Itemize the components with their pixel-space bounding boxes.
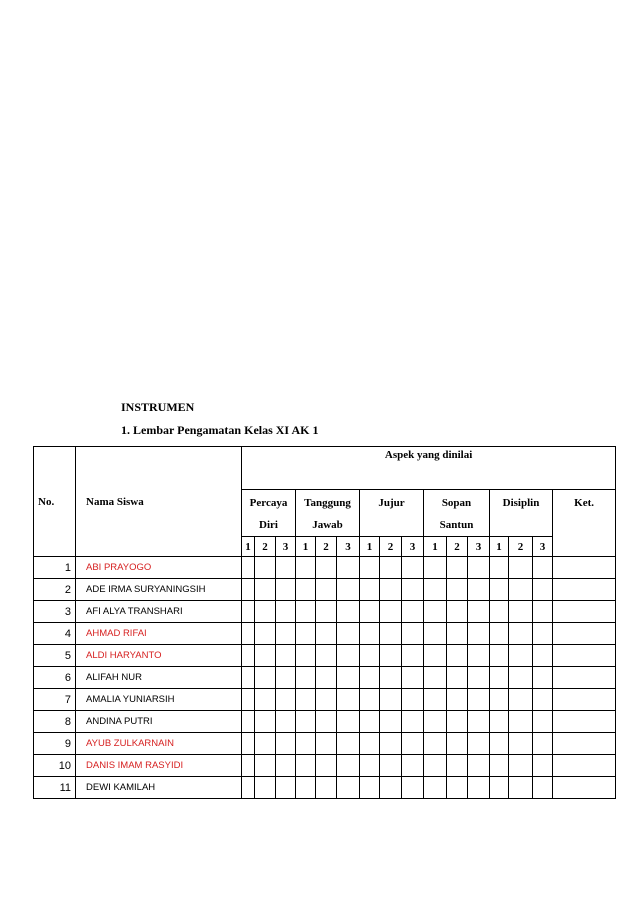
score-cell[interactable]	[242, 623, 255, 645]
score-cell[interactable]	[296, 733, 316, 755]
score-cell[interactable]	[490, 623, 509, 645]
score-cell[interactable]	[337, 557, 360, 579]
score-cell[interactable]	[255, 645, 276, 667]
student-row	[34, 733, 616, 755]
score-cell[interactable]	[337, 579, 360, 601]
score-cell[interactable]	[242, 711, 255, 733]
student-row	[34, 777, 616, 799]
score-cell[interactable]	[296, 689, 316, 711]
score-cell[interactable]	[316, 579, 337, 601]
score-cell[interactable]	[337, 667, 360, 689]
score-header: 1	[296, 537, 316, 557]
ket-cell[interactable]	[553, 689, 616, 711]
ket-cell[interactable]	[553, 557, 616, 579]
header-group-line1: Disiplin	[502, 497, 540, 509]
score-cell[interactable]	[316, 755, 337, 777]
student-row	[34, 711, 616, 733]
score-cell[interactable]	[490, 689, 509, 711]
score-cell[interactable]	[447, 689, 468, 711]
score-cell[interactable]	[255, 777, 276, 799]
student-row	[34, 755, 616, 777]
student-number: 2	[34, 579, 76, 601]
score-cell[interactable]	[509, 711, 533, 733]
score-cell[interactable]	[468, 557, 490, 579]
student-number: 11	[34, 777, 76, 799]
score-cell[interactable]	[255, 667, 276, 689]
score-cell[interactable]	[337, 689, 360, 711]
score-cell[interactable]	[402, 667, 424, 689]
score-cell[interactable]	[533, 579, 553, 601]
score-cell[interactable]	[533, 711, 553, 733]
score-cell[interactable]	[402, 689, 424, 711]
score-cell[interactable]	[276, 601, 296, 623]
ket-cell[interactable]	[553, 579, 616, 601]
score-cell[interactable]	[468, 733, 490, 755]
score-cell[interactable]	[360, 777, 380, 799]
score-cell[interactable]	[316, 645, 337, 667]
score-cell[interactable]	[447, 645, 468, 667]
score-header: 3	[402, 537, 424, 557]
student-row	[34, 645, 616, 667]
score-cell[interactable]	[424, 579, 447, 601]
score-cell[interactable]	[380, 623, 402, 645]
score-cell[interactable]	[424, 557, 447, 579]
score-cell[interactable]	[255, 579, 276, 601]
student-name: ANDINA PUTRI	[76, 711, 242, 733]
score-cell[interactable]	[255, 689, 276, 711]
score-cell[interactable]	[490, 557, 509, 579]
score-cell[interactable]	[380, 557, 402, 579]
score-cell[interactable]	[360, 645, 380, 667]
score-cell[interactable]	[242, 733, 255, 755]
score-cell[interactable]	[509, 733, 533, 755]
student-name: AFI ALYA TRANSHARI	[76, 601, 242, 623]
student-number: 8	[34, 711, 76, 733]
score-cell[interactable]	[509, 601, 533, 623]
student-name: DANIS IMAM RASYIDI	[76, 755, 242, 777]
score-cell[interactable]	[424, 689, 447, 711]
ket-cell[interactable]	[553, 601, 616, 623]
header-no: No.	[34, 447, 76, 557]
student-number: 10	[34, 755, 76, 777]
score-cell[interactable]	[468, 689, 490, 711]
score-cell[interactable]	[380, 601, 402, 623]
score-header: 1	[360, 537, 380, 557]
score-cell[interactable]	[490, 711, 509, 733]
score-cell[interactable]	[447, 557, 468, 579]
score-cell[interactable]	[296, 777, 316, 799]
score-cell[interactable]	[337, 623, 360, 645]
score-cell[interactable]	[490, 645, 509, 667]
score-cell[interactable]	[447, 601, 468, 623]
score-cell[interactable]	[447, 755, 468, 777]
header-group-line2: Santun	[439, 519, 474, 531]
score-header: 2	[509, 537, 533, 557]
score-cell[interactable]	[468, 711, 490, 733]
score-cell[interactable]	[509, 689, 533, 711]
score-cell[interactable]	[255, 733, 276, 755]
score-cell[interactable]	[360, 755, 380, 777]
score-cell[interactable]	[360, 667, 380, 689]
score-cell[interactable]	[402, 601, 424, 623]
score-cell[interactable]	[316, 711, 337, 733]
score-header: 2	[380, 537, 402, 557]
score-cell[interactable]	[380, 579, 402, 601]
score-cell[interactable]	[242, 645, 255, 667]
score-cell[interactable]	[490, 777, 509, 799]
score-cell[interactable]	[360, 557, 380, 579]
score-cell[interactable]	[402, 579, 424, 601]
student-number: 1	[34, 557, 76, 579]
document-subheading: 1. Lembar Pengamatan Kelas XI AK 1	[121, 423, 319, 437]
score-cell[interactable]	[255, 711, 276, 733]
score-cell[interactable]	[424, 755, 447, 777]
student-number: 4	[34, 623, 76, 645]
ket-cell[interactable]	[553, 777, 616, 799]
score-cell[interactable]	[380, 711, 402, 733]
header-group-line1: Jujur	[378, 497, 405, 509]
ket-cell[interactable]	[553, 623, 616, 645]
student-name: ALDI HARYANTO	[76, 645, 242, 667]
student-number: 9	[34, 733, 76, 755]
score-cell[interactable]	[533, 689, 553, 711]
score-cell[interactable]	[402, 557, 424, 579]
student-number: 6	[34, 667, 76, 689]
score-cell[interactable]	[296, 623, 316, 645]
score-cell[interactable]	[337, 777, 360, 799]
score-cell[interactable]	[337, 645, 360, 667]
score-cell[interactable]	[360, 601, 380, 623]
score-cell[interactable]	[402, 777, 424, 799]
score-cell[interactable]	[533, 557, 553, 579]
score-cell[interactable]	[402, 755, 424, 777]
student-name: AYUB ZULKARNAIN	[76, 733, 242, 755]
score-cell[interactable]	[402, 711, 424, 733]
student-row	[34, 623, 616, 645]
score-cell[interactable]	[316, 733, 337, 755]
score-cell[interactable]	[380, 777, 402, 799]
score-header: 1	[490, 537, 509, 557]
score-cell[interactable]	[276, 711, 296, 733]
score-cell[interactable]	[380, 733, 402, 755]
score-cell[interactable]	[380, 755, 402, 777]
score-cell[interactable]	[424, 733, 447, 755]
score-cell[interactable]	[447, 579, 468, 601]
header-group-line1: Percaya	[249, 497, 288, 509]
score-cell[interactable]	[424, 777, 447, 799]
score-cell[interactable]	[509, 557, 533, 579]
score-cell[interactable]	[533, 777, 553, 799]
score-cell[interactable]	[337, 711, 360, 733]
score-cell[interactable]	[337, 755, 360, 777]
score-cell[interactable]	[242, 755, 255, 777]
score-cell[interactable]	[468, 579, 490, 601]
score-cell[interactable]	[490, 733, 509, 755]
header-group-3	[424, 490, 490, 537]
student-row	[34, 557, 616, 579]
document-heading: INSTRUMEN	[121, 400, 195, 414]
score-cell[interactable]	[296, 645, 316, 667]
score-cell[interactable]	[316, 689, 337, 711]
header-group-line2: Diri	[259, 519, 278, 531]
ket-cell[interactable]	[553, 645, 616, 667]
score-cell[interactable]	[296, 579, 316, 601]
header-group-1	[296, 490, 360, 537]
score-cell[interactable]	[276, 755, 296, 777]
student-name: AHMAD RIFAI	[76, 623, 242, 645]
student-row	[34, 579, 616, 601]
score-header: 2	[316, 537, 337, 557]
score-cell[interactable]	[424, 711, 447, 733]
header-nama-siswa: Nama Siswa	[76, 447, 242, 557]
score-cell[interactable]	[468, 755, 490, 777]
score-cell[interactable]	[509, 623, 533, 645]
header-group-line2	[360, 514, 423, 536]
ket-cell[interactable]	[553, 667, 616, 689]
score-cell[interactable]	[316, 777, 337, 799]
score-cell[interactable]	[447, 623, 468, 645]
score-cell[interactable]	[276, 733, 296, 755]
header-aspek: Aspek yang dinilai	[242, 447, 616, 490]
score-cell[interactable]	[255, 755, 276, 777]
score-cell[interactable]	[402, 733, 424, 755]
score-cell[interactable]	[468, 601, 490, 623]
student-number: 3	[34, 601, 76, 623]
score-cell[interactable]	[296, 557, 316, 579]
score-cell[interactable]	[447, 711, 468, 733]
score-cell[interactable]	[533, 667, 553, 689]
header-group-2	[360, 490, 424, 537]
score-cell[interactable]	[337, 601, 360, 623]
score-cell[interactable]	[424, 667, 447, 689]
score-cell[interactable]	[424, 623, 447, 645]
score-cell[interactable]	[447, 667, 468, 689]
ket-cell[interactable]	[553, 755, 616, 777]
score-header: 3	[276, 537, 296, 557]
score-header: 1	[242, 537, 255, 557]
score-header: 3	[533, 537, 553, 557]
score-cell[interactable]	[402, 623, 424, 645]
score-cell[interactable]	[296, 755, 316, 777]
score-cell[interactable]	[360, 579, 380, 601]
score-cell[interactable]	[316, 557, 337, 579]
student-name: ALIFAH NUR	[76, 667, 242, 689]
header-group-line2	[490, 514, 552, 536]
observation-table	[33, 446, 616, 799]
score-cell[interactable]	[380, 689, 402, 711]
header-group-4	[490, 490, 553, 537]
header-group-0	[242, 490, 296, 537]
score-cell[interactable]	[490, 601, 509, 623]
score-cell[interactable]	[533, 601, 553, 623]
score-cell[interactable]	[276, 689, 296, 711]
score-cell[interactable]	[296, 711, 316, 733]
student-name: ADE IRMA SURYANINGSIH	[76, 579, 242, 601]
score-cell[interactable]	[447, 733, 468, 755]
score-header: 2	[447, 537, 468, 557]
score-cell[interactable]	[533, 623, 553, 645]
score-cell[interactable]	[533, 733, 553, 755]
score-cell[interactable]	[447, 777, 468, 799]
score-cell[interactable]	[402, 645, 424, 667]
student-row	[34, 689, 616, 711]
score-cell[interactable]	[242, 689, 255, 711]
score-cell[interactable]	[380, 645, 402, 667]
score-cell[interactable]	[509, 579, 533, 601]
score-cell[interactable]	[509, 667, 533, 689]
score-cell[interactable]	[509, 755, 533, 777]
score-cell[interactable]	[255, 623, 276, 645]
score-cell[interactable]	[296, 667, 316, 689]
score-cell[interactable]	[242, 579, 255, 601]
score-cell[interactable]	[360, 711, 380, 733]
score-cell[interactable]	[242, 667, 255, 689]
score-cell[interactable]	[276, 557, 296, 579]
score-header: 3	[337, 537, 360, 557]
score-cell[interactable]	[242, 777, 255, 799]
score-cell[interactable]	[509, 777, 533, 799]
score-header: 3	[468, 537, 490, 557]
header-group-line1: Tanggung	[304, 497, 351, 509]
score-cell[interactable]	[242, 601, 255, 623]
score-header: 1	[424, 537, 447, 557]
score-cell[interactable]	[468, 645, 490, 667]
score-cell[interactable]	[490, 755, 509, 777]
score-cell[interactable]	[490, 579, 509, 601]
score-cell[interactable]	[468, 777, 490, 799]
ket-cell[interactable]	[553, 711, 616, 733]
score-cell[interactable]	[509, 645, 533, 667]
student-number: 5	[34, 645, 76, 667]
score-cell[interactable]	[316, 601, 337, 623]
student-name: DEWI KAMILAH	[76, 777, 242, 799]
score-cell[interactable]	[316, 623, 337, 645]
score-cell[interactable]	[424, 645, 447, 667]
student-row	[34, 601, 616, 623]
score-cell[interactable]	[276, 579, 296, 601]
student-row	[34, 667, 616, 689]
student-name: ABI PRAYOGO	[76, 557, 242, 579]
score-cell[interactable]	[468, 667, 490, 689]
score-cell[interactable]	[255, 601, 276, 623]
student-name: AMALIA YUNIARSIH	[76, 689, 242, 711]
header-group-line2: Jawab	[312, 519, 343, 531]
score-cell[interactable]	[276, 645, 296, 667]
score-cell[interactable]	[316, 667, 337, 689]
score-cell[interactable]	[380, 667, 402, 689]
score-header: 2	[255, 537, 276, 557]
score-cell[interactable]	[360, 689, 380, 711]
score-cell[interactable]	[276, 623, 296, 645]
score-cell[interactable]	[533, 755, 553, 777]
score-cell[interactable]	[276, 667, 296, 689]
score-cell[interactable]	[337, 733, 360, 755]
score-cell[interactable]	[424, 601, 447, 623]
score-cell[interactable]	[255, 557, 276, 579]
header-ket: Ket.	[553, 490, 616, 557]
score-cell[interactable]	[242, 557, 255, 579]
score-cell[interactable]	[360, 623, 380, 645]
score-cell[interactable]	[360, 733, 380, 755]
ket-cell[interactable]	[553, 733, 616, 755]
score-cell[interactable]	[468, 623, 490, 645]
score-cell[interactable]	[276, 777, 296, 799]
score-cell[interactable]	[490, 667, 509, 689]
score-cell[interactable]	[533, 645, 553, 667]
score-cell[interactable]	[296, 601, 316, 623]
student-number: 7	[34, 689, 76, 711]
header-group-line1: Sopan	[441, 497, 472, 509]
